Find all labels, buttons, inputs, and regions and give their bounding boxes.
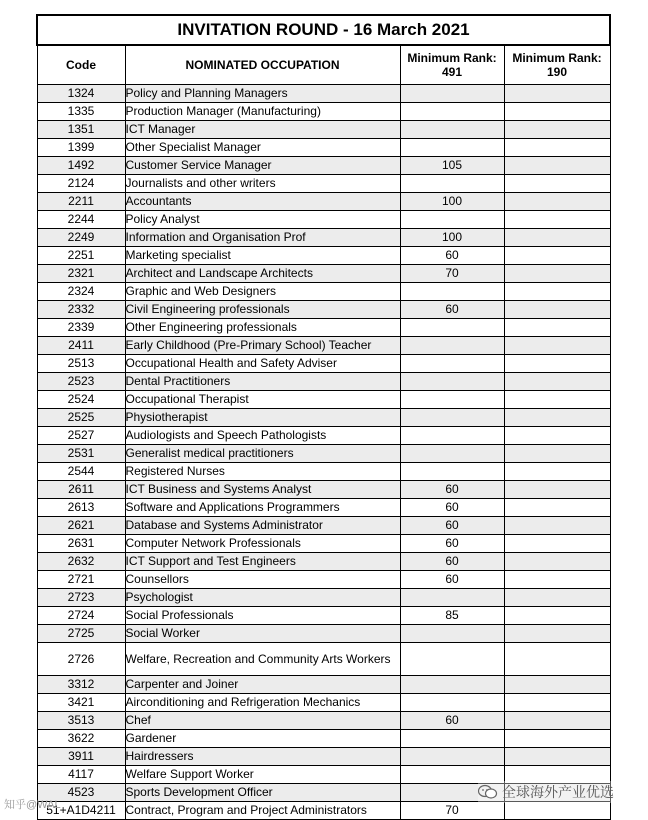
code-cell: 2324 [37,283,125,301]
occupation-cell: Other Specialist Manager [125,139,400,157]
occupation-cell: Graphic and Web Designers [125,283,400,301]
watermark-left: 知乎@WAL [4,799,61,811]
rank-491-cell [400,694,504,712]
occupation-cell: Civil Engineering professionals [125,301,400,319]
occupation-cell: ICT Support and Test Engineers [125,553,400,571]
table-row [37,301,610,319]
occupation-cell: ICT Manager [125,121,400,139]
rank-190-cell [504,694,610,712]
rank-491-cell [400,427,504,445]
rank-190-cell [504,499,610,517]
code-cell: 3513 [37,712,125,730]
code-cell: 2724 [37,607,125,625]
rank-491-cell [400,730,504,748]
code-cell: 2251 [37,247,125,265]
code-cell: 2531 [37,445,125,463]
rank-190-cell [504,229,610,247]
occupation-cell: Sports Development Officer [125,784,400,802]
rank-491-cell: 60 [400,535,504,553]
rank-190-cell [504,247,610,265]
rank-190-cell [504,553,610,571]
rank-491-cell [400,373,504,391]
occupation-cell: Gardener [125,730,400,748]
rank-491-cell [400,337,504,355]
code-cell: 2411 [37,337,125,355]
rank-491-cell: 60 [400,481,504,499]
table-row [37,589,610,607]
code-cell: 1324 [37,85,125,103]
occupation-cell: Carpenter and Joiner [125,676,400,694]
rank-491-cell [400,283,504,301]
rank-491-cell: 60 [400,301,504,319]
code-cell: 2211 [37,193,125,211]
invitation-round-table [36,14,611,820]
rank-190-cell [504,607,610,625]
rank-491-cell: 105 [400,157,504,175]
table-row [37,391,610,409]
code-cell: 2124 [37,175,125,193]
occupation-cell: Accountants [125,193,400,211]
rank-491-cell: 100 [400,229,504,247]
table-row [37,499,610,517]
code-cell: 3911 [37,748,125,766]
occupation-cell: Counsellors [125,571,400,589]
table-row [37,694,610,712]
rank-190-cell [504,103,610,121]
table-row [37,247,610,265]
occupation-cell: Generalist medical practitioners [125,445,400,463]
table-row [37,211,610,229]
code-cell: 2631 [37,535,125,553]
occupation-cell: Software and Applications Programmers [125,499,400,517]
table-row [37,730,610,748]
rank-190-cell [504,589,610,607]
occupation-cell: Production Manager (Manufacturing) [125,103,400,121]
occupation-cell: Contract, Program and Project Administrators [125,802,400,820]
table-row [37,265,610,283]
rank-491-cell [400,139,504,157]
rank-491-cell [400,748,504,766]
code-cell: 1399 [37,139,125,157]
rank-190-cell [504,481,610,499]
occupation-cell: Early Childhood (Pre-Primary School) Teacher [125,337,400,355]
code-cell: 2725 [37,625,125,643]
rank-491-cell: 70 [400,802,504,820]
code-cell: 4523 [37,784,125,802]
code-cell: 2621 [37,517,125,535]
occupation-cell: Customer Service Manager [125,157,400,175]
table-body [37,85,610,820]
table-row [37,139,610,157]
table-row [37,283,610,301]
table-row [37,535,610,553]
rank-491-cell [400,121,504,139]
code-cell: 2544 [37,463,125,481]
table-title: INVITATION ROUND - 16 March 2021 [37,15,610,45]
table-row [37,175,610,193]
rank-190-cell [504,373,610,391]
code-cell: 1492 [37,157,125,175]
code-cell: 2523 [37,373,125,391]
code-cell: 2613 [37,499,125,517]
occupation-cell: Hairdressers [125,748,400,766]
table-row [37,193,610,211]
occupation-cell: Social Professionals [125,607,400,625]
table-row [37,409,610,427]
occupation-cell: Policy Analyst [125,211,400,229]
occupation-cell: Database and Systems Administrator [125,517,400,535]
rank-190-cell [504,676,610,694]
rank-190-cell [504,121,610,139]
code-cell: 2339 [37,319,125,337]
occupation-cell: Registered Nurses [125,463,400,481]
occupation-cell: Policy and Planning Managers [125,85,400,103]
rank-491-cell [400,319,504,337]
rank-491-cell: 60 [400,553,504,571]
table-row [37,481,610,499]
rank-491-cell [400,463,504,481]
code-cell: 1335 [37,103,125,121]
rank-190-cell [504,463,610,481]
code-cell: 3312 [37,676,125,694]
rank-491-cell [400,643,504,676]
occupation-cell: Welfare, Recreation and Community Arts Workers [125,643,400,676]
rank-491-cell [400,211,504,229]
rank-190-cell [504,748,610,766]
occupation-cell: Psychologist [125,589,400,607]
table-row [37,373,610,391]
rank-190-cell [504,157,610,175]
rank-190-cell [504,301,610,319]
rank-190-cell [504,427,610,445]
rank-190-cell [504,265,610,283]
rank-190-cell [504,355,610,373]
rank-190-cell [504,193,610,211]
rank-491-cell [400,175,504,193]
table-row [37,571,610,589]
occupation-cell: Chef [125,712,400,730]
occupation-cell: Occupational Health and Safety Adviser [125,355,400,373]
rank-190-cell [504,517,610,535]
code-cell: 2513 [37,355,125,373]
occupation-cell: Information and Organisation Prof [125,229,400,247]
rank-491-cell: 85 [400,607,504,625]
rank-190-cell [504,337,610,355]
rank-491-cell [400,103,504,121]
table-row [37,676,610,694]
occupation-cell: Other Engineering professionals [125,319,400,337]
code-cell: 51+A1D4211 [37,802,125,820]
table-row [37,643,610,676]
code-cell: 2321 [37,265,125,283]
rank-491-cell: 70 [400,265,504,283]
table-row [37,748,610,766]
rank-190-cell [504,625,610,643]
table-row [37,157,610,175]
table-row [37,712,610,730]
occupation-cell: Social Worker [125,625,400,643]
code-cell: 2723 [37,589,125,607]
rank-190-cell [504,283,610,301]
header-rank-491: Minimum Rank: 491 [400,45,504,85]
code-cell: 2332 [37,301,125,319]
rank-491-cell: 60 [400,571,504,589]
table-row [37,802,610,820]
occupation-cell: Architect and Landscape Architects [125,265,400,283]
table-row [37,427,610,445]
code-cell: 3421 [37,694,125,712]
rank-190-cell [504,571,610,589]
rank-190-cell [504,802,610,820]
rank-491-cell [400,391,504,409]
rank-190-cell [504,139,610,157]
occupation-cell: Welfare Support Worker [125,766,400,784]
occupation-cell: Journalists and other writers [125,175,400,193]
rank-491-cell [400,676,504,694]
occupation-cell: Dental Practitioners [125,373,400,391]
code-cell: 2611 [37,481,125,499]
rank-491-cell [400,589,504,607]
rank-190-cell [504,712,610,730]
table-row [37,553,610,571]
occupation-cell: Occupational Therapist [125,391,400,409]
code-cell: 2721 [37,571,125,589]
code-cell: 2524 [37,391,125,409]
code-cell: 2249 [37,229,125,247]
occupation-cell: Physiotherapist [125,409,400,427]
occupation-cell: Airconditioning and Refrigeration Mechanics [125,694,400,712]
rank-491-cell: 60 [400,712,504,730]
occupation-cell: ICT Business and Systems Analyst [125,481,400,499]
table-row [37,229,610,247]
rank-491-cell: 60 [400,499,504,517]
table-row [37,625,610,643]
table-row [37,355,610,373]
rank-491-cell: 60 [400,247,504,265]
watermark-right [478,781,614,803]
occupation-cell: Computer Network Professionals [125,535,400,553]
rank-190-cell [504,409,610,427]
rank-190-cell [504,211,610,229]
rank-491-cell [400,85,504,103]
occupation-cell: Audiologists and Speech Pathologists [125,427,400,445]
table-row [37,319,610,337]
rank-491-cell [400,355,504,373]
code-cell: 4117 [37,766,125,784]
rank-190-cell [504,730,610,748]
code-cell: 3622 [37,730,125,748]
code-cell: 2525 [37,409,125,427]
table-row [37,517,610,535]
table-row [37,85,610,103]
rank-491-cell [400,625,504,643]
rank-491-cell [400,445,504,463]
rank-190-cell [504,319,610,337]
code-cell: 2726 [37,643,125,676]
header-code: Code [37,45,125,85]
table-row [37,463,610,481]
rank-491-cell [400,409,504,427]
code-cell: 1351 [37,121,125,139]
code-cell: 2527 [37,427,125,445]
rank-190-cell [504,535,610,553]
rank-190-cell [504,391,610,409]
table-row [37,103,610,121]
table-row [37,607,610,625]
rank-190-cell [504,643,610,676]
header-occupation: NOMINATED OCCUPATION [125,45,400,85]
wechat-icon [478,784,498,800]
rank-190-cell [504,175,610,193]
code-cell: 2244 [37,211,125,229]
table-row [37,445,610,463]
code-cell: 2632 [37,553,125,571]
watermark-right-text: 全球海外产业优选 [502,784,614,800]
header-rank-190: Minimum Rank: 190 [504,45,610,85]
table-row [37,121,610,139]
occupation-cell: Marketing specialist [125,247,400,265]
rank-190-cell [504,85,610,103]
rank-491-cell: 100 [400,193,504,211]
rank-491-cell: 60 [400,517,504,535]
rank-190-cell [504,445,610,463]
table-row [37,337,610,355]
